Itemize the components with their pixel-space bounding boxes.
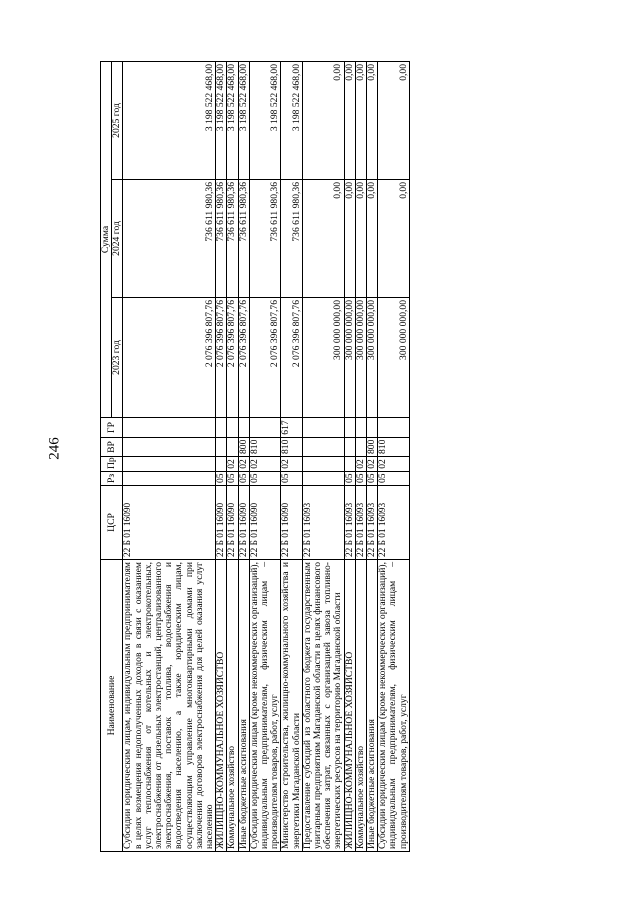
table-row [123, 61, 216, 851]
cell-pr: 02 [281, 457, 302, 472]
cell-2024: 736 611 980,36 [238, 180, 249, 298]
cell-vr [355, 438, 366, 457]
cell-2024: 736 611 980,36 [249, 180, 281, 298]
cell-rz: 05 [227, 472, 238, 486]
cell-pr: 02 [378, 457, 410, 472]
cell-rz: 05 [355, 472, 366, 486]
cell-gr [355, 418, 366, 438]
cell-2025: 3 198 522 468,00 [281, 61, 302, 179]
table-header-row-top [101, 61, 112, 851]
cell-csr: 22 Б 01 16090 [227, 486, 238, 560]
cell-name: Коммунальное хозяйство [355, 560, 366, 852]
table-row [367, 61, 378, 851]
cell-2024: 736 611 980,36 [123, 180, 216, 298]
header-year-2025: 2025 год [112, 61, 123, 179]
table-row [378, 61, 410, 851]
table-body [123, 61, 409, 851]
cell-vr: 800 [367, 438, 378, 457]
page-number: 246 [46, 437, 63, 460]
cell-name: Иные бюджетные ассигнования [367, 560, 378, 852]
cell-2024: 0,00 [302, 180, 344, 298]
cell-gr [238, 418, 249, 438]
cell-2025: 0,00 [378, 61, 410, 179]
cell-2024: 736 611 980,36 [216, 180, 227, 298]
cell-vr: 810 [378, 438, 410, 457]
header-rz: Рз [101, 472, 123, 486]
cell-csr: 22 Б 01 16090 [216, 486, 227, 560]
cell-vr [227, 438, 238, 457]
cell-rz [123, 472, 216, 486]
cell-gr [227, 418, 238, 438]
cell-name: ЖИЛИЩНО-КОММУНАЛЬНОЕ ХОЗЯЙСТВО [216, 560, 227, 852]
cell-2023: 300 000 000,00 [355, 298, 366, 418]
cell-pr: 02 [367, 457, 378, 472]
cell-name: Коммунальное хозяйство [227, 560, 238, 852]
table-row [249, 61, 281, 851]
cell-pr [302, 457, 344, 472]
rotated-table-container [100, 62, 575, 852]
header-name: Наименование [101, 560, 123, 852]
cell-rz: 05 [378, 472, 410, 486]
cell-2024: 736 611 980,36 [227, 180, 238, 298]
cell-vr [123, 438, 216, 457]
cell-2023: 2 076 396 807,76 [123, 298, 216, 418]
header-vr: ВР [101, 438, 123, 457]
cell-pr: 02 [227, 457, 238, 472]
table-row [238, 61, 249, 851]
header-pr: Пр [101, 457, 123, 472]
cell-pr [123, 457, 216, 472]
cell-2025: 0,00 [367, 61, 378, 179]
cell-vr: 800 [238, 438, 249, 457]
cell-pr: 02 [249, 457, 281, 472]
cell-gr [123, 418, 216, 438]
cell-name: Субсидии юридическим лицам (кроме некоммерческих организаций), индивидуальным предпринимателям, физическим лицам – производителям товаров, работ, услуг [249, 560, 281, 852]
cell-pr [216, 457, 227, 472]
cell-2023: 300 000 000,00 [302, 298, 344, 418]
cell-2023: 2 076 396 807,76 [281, 298, 302, 418]
cell-rz [302, 472, 344, 486]
cell-2025: 3 198 522 468,00 [249, 61, 281, 179]
cell-2025: 3 198 522 468,00 [123, 61, 216, 179]
header-csr: ЦСР [101, 486, 123, 560]
cell-2023: 300 000 000,00 [344, 298, 355, 418]
cell-2025: 3 198 522 468,00 [227, 61, 238, 179]
cell-rz: 05 [216, 472, 227, 486]
cell-2024: 0,00 [355, 180, 366, 298]
cell-rz: 05 [281, 472, 302, 486]
cell-name: Предоставление субсидий из областного бюджета государственным унитарным предприятиям Магаданской области в целях финансового обеспечения затрат, связанных с организацией завоза топливно-энергетических ресурсов на территорию Магаданской области [302, 560, 344, 852]
cell-gr [367, 418, 378, 438]
cell-name: Иные бюджетные ассигнования [238, 560, 249, 852]
cell-rz: 05 [367, 472, 378, 486]
cell-2023: 2 076 396 807,76 [227, 298, 238, 418]
cell-vr [302, 438, 344, 457]
cell-2023: 300 000 000,00 [378, 298, 410, 418]
cell-csr: 22 Б 01 16093 [344, 486, 355, 560]
cell-rz: 05 [344, 472, 355, 486]
table-row [216, 61, 227, 851]
cell-csr: 22 Б 01 16093 [302, 486, 344, 560]
table-row [227, 61, 238, 851]
cell-2025: 0,00 [302, 61, 344, 179]
budget-table [100, 61, 410, 852]
cell-2024: 0,00 [344, 180, 355, 298]
table-row [355, 61, 366, 851]
cell-2024: 0,00 [378, 180, 410, 298]
cell-2025: 3 198 522 468,00 [238, 61, 249, 179]
cell-name: Субсидии юридическим лицам (кроме некоммерческих организаций), индивидуальным предпринимателям, физическим лицам – производителям товаров, работ, услуг [378, 560, 410, 852]
cell-gr [249, 418, 281, 438]
cell-name: ЖИЛИЩНО-КОММУНАЛЬНОЕ ХОЗЯЙСТВО [344, 560, 355, 852]
table-row [281, 61, 302, 851]
cell-2025: 3 198 522 468,00 [216, 61, 227, 179]
cell-vr [216, 438, 227, 457]
cell-2023: 2 076 396 807,76 [216, 298, 227, 418]
header-sum: Сумма [101, 61, 112, 417]
cell-rz: 05 [238, 472, 249, 486]
cell-vr [344, 438, 355, 457]
header-year-2023: 2023 год [112, 298, 123, 418]
header-year-2024: 2024 год [112, 180, 123, 298]
cell-vr: 810 [249, 438, 281, 457]
cell-csr: 22 Б 01 16090 [123, 486, 216, 560]
cell-2025: 0,00 [355, 61, 366, 179]
cell-pr: 02 [238, 457, 249, 472]
cell-gr [302, 418, 344, 438]
cell-name: Министерство строительства, жилищно-коммунального хозяйства и энергетики Магаданской области [281, 560, 302, 852]
cell-csr: 22 Б 01 16090 [249, 486, 281, 560]
cell-pr: 02 [355, 457, 366, 472]
cell-rz: 05 [249, 472, 281, 486]
cell-2023: 2 076 396 807,76 [238, 298, 249, 418]
cell-2025: 0,00 [344, 61, 355, 179]
header-gr: ГР [101, 418, 123, 438]
table-row [302, 61, 344, 851]
cell-pr [344, 457, 355, 472]
cell-name: Субсидии юридическим лицам, индивидуальным предпринимателям в целях возмещения недополученных доходов в связи с оказанием услуг теплоснабжения от котельных и электрокотельных, электроснабжения от дизельных электростанций, централизованного электроснабжения, поставок топлива, водоснабжения и водоотведения населению, а также юридическим лицам, осуществляющим управление многоквартирными домами при заключении договоров электроснабжения для целей оказания услуг населению [123, 560, 216, 852]
cell-gr [378, 418, 410, 438]
cell-csr: 22 Б 01 16093 [355, 486, 366, 560]
cell-csr: 22 Б 01 16093 [367, 486, 378, 560]
cell-csr: 22 Б 01 16090 [281, 486, 302, 560]
cell-csr: 22 Б 01 16093 [378, 486, 410, 560]
cell-2023: 2 076 396 807,76 [249, 298, 281, 418]
cell-2024: 736 611 980,36 [281, 180, 302, 298]
cell-gr: 617 [281, 418, 302, 438]
cell-gr [216, 418, 227, 438]
cell-vr: 810 [281, 438, 302, 457]
cell-2023: 300 000 000,00 [367, 298, 378, 418]
cell-2024: 0,00 [367, 180, 378, 298]
cell-gr [344, 418, 355, 438]
cell-csr: 22 Б 01 16090 [238, 486, 249, 560]
table-row [344, 61, 355, 851]
